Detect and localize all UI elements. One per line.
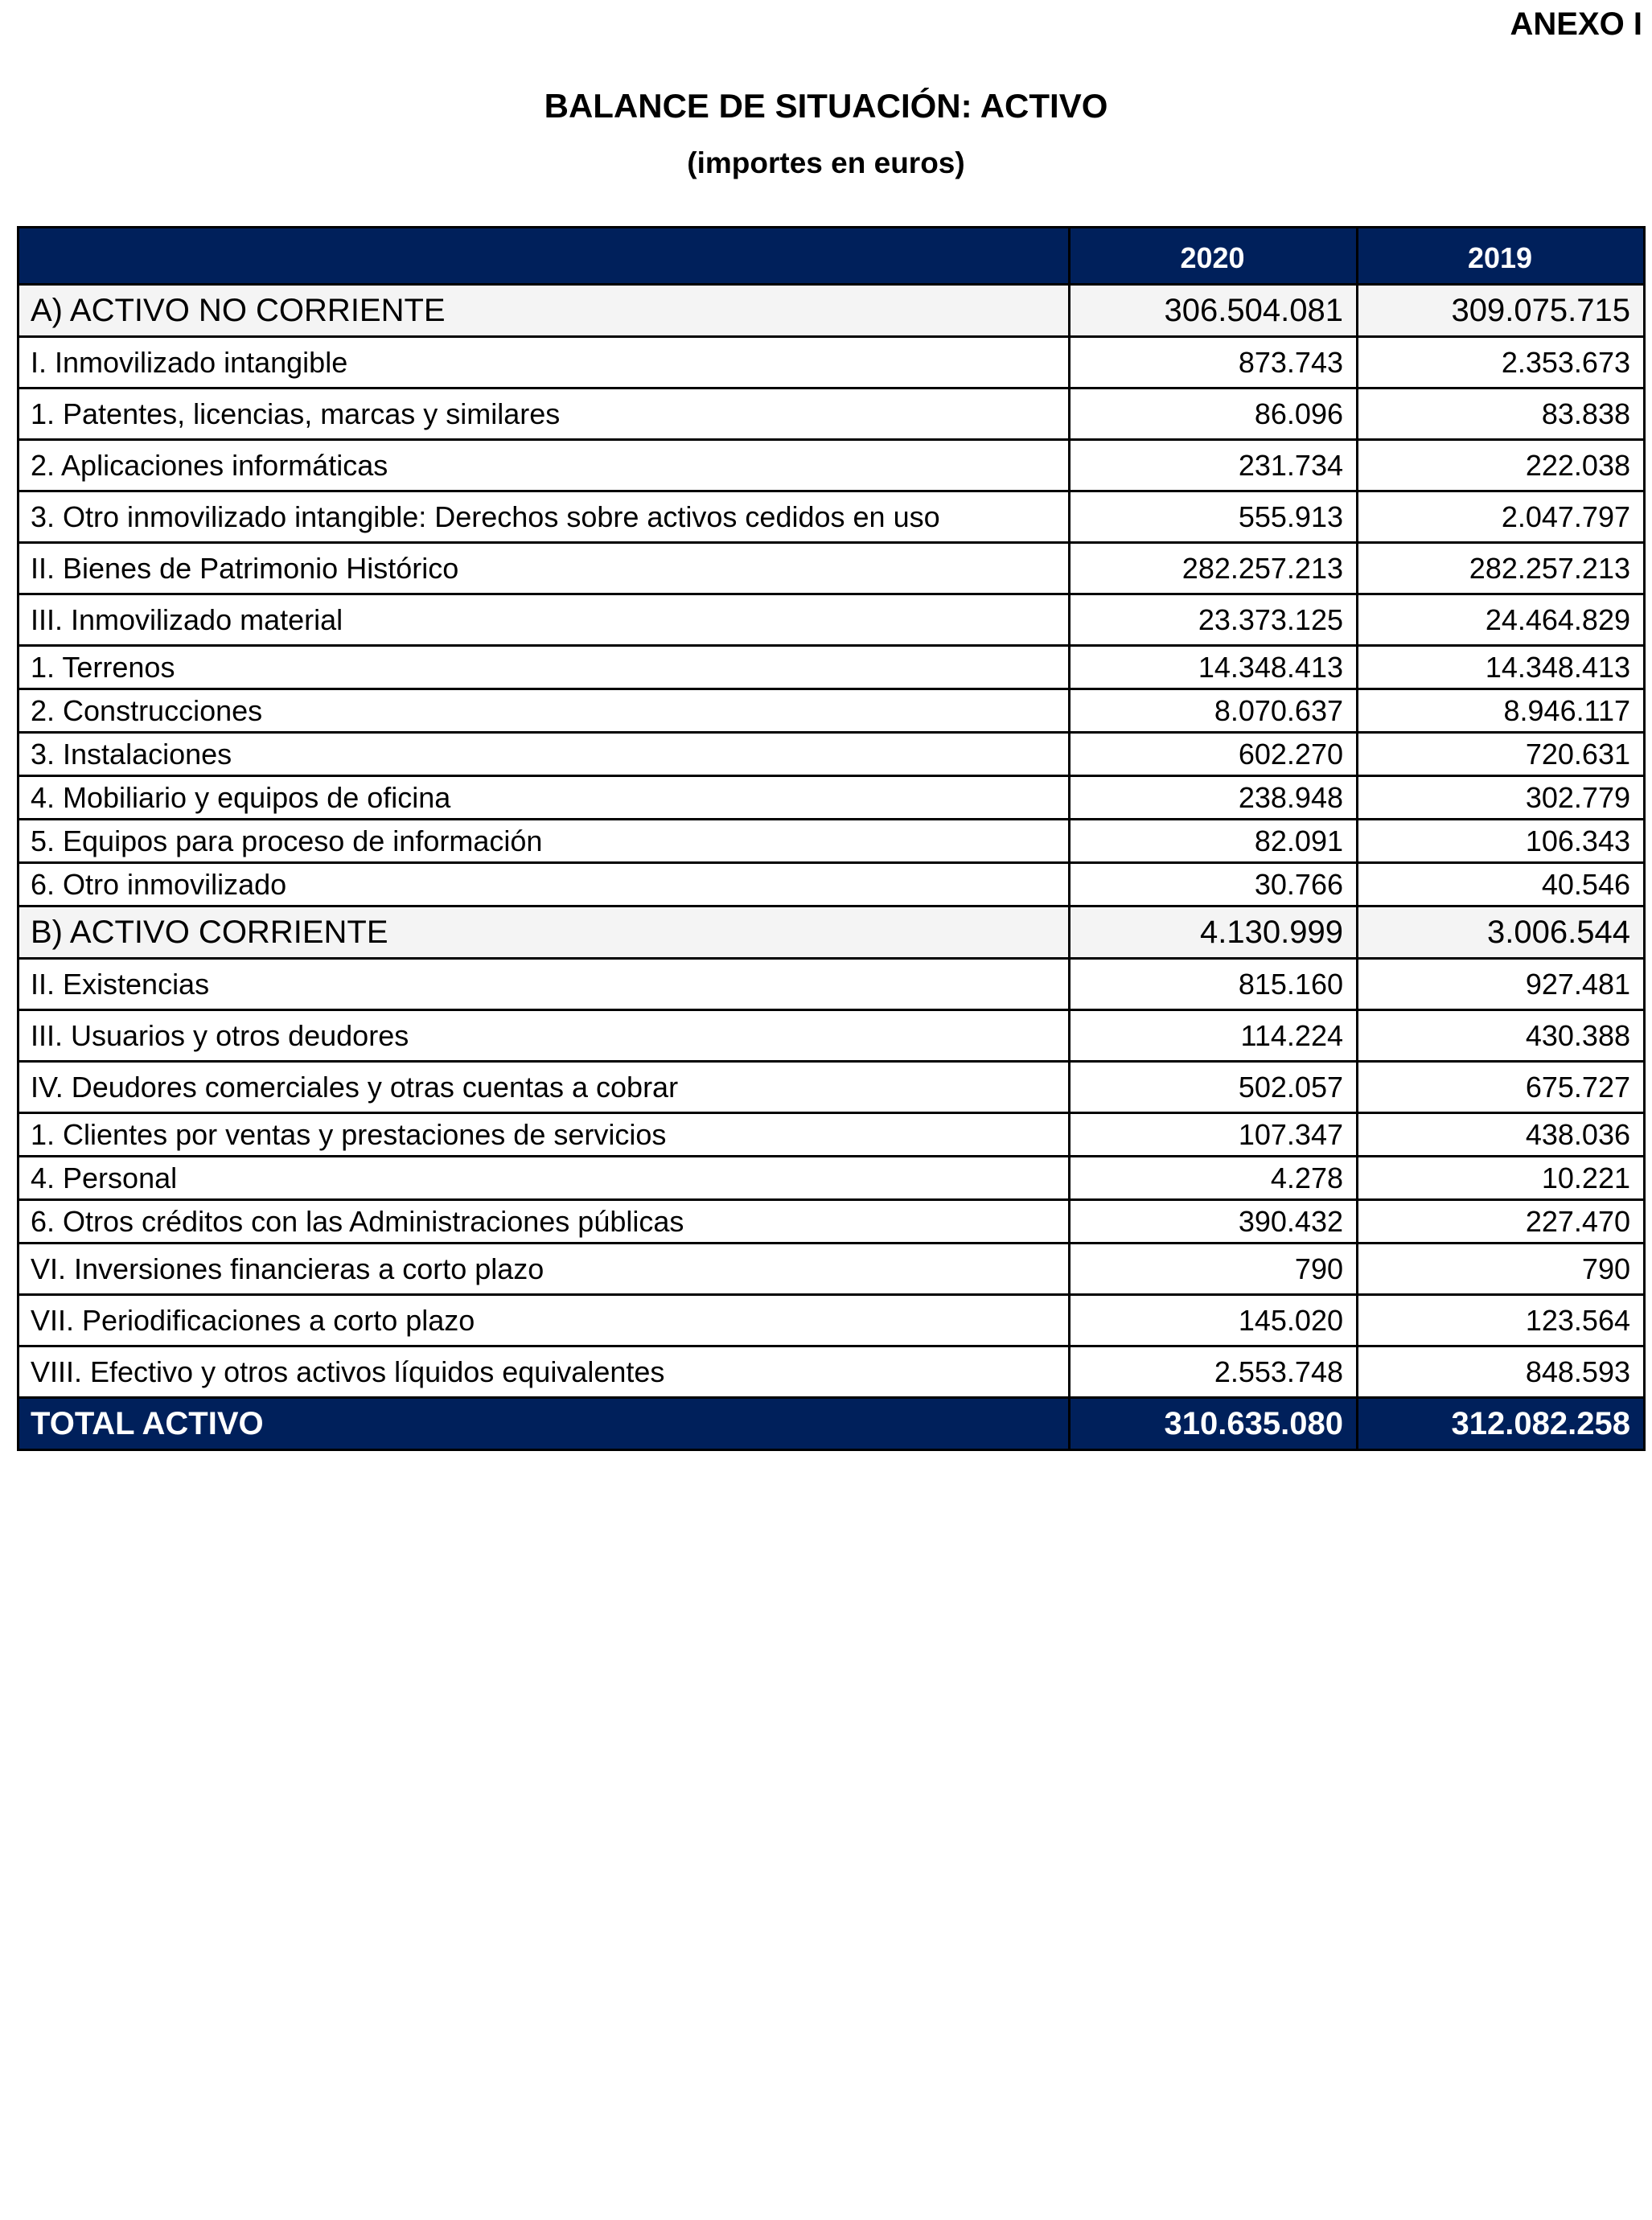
table-header-row bbox=[18, 228, 1645, 285]
table-row bbox=[18, 1295, 1645, 1346]
value-2019: 675.727 bbox=[1358, 1062, 1645, 1113]
table-body bbox=[18, 285, 1645, 1398]
table-row bbox=[18, 440, 1645, 491]
value-2019: 10.221 bbox=[1358, 1157, 1645, 1200]
value-2020: 602.270 bbox=[1070, 733, 1358, 776]
value-2020: 502.057 bbox=[1070, 1062, 1358, 1113]
row-label: VII. Periodificaciones a corto plazo bbox=[18, 1295, 1070, 1346]
value-2020: 23.373.125 bbox=[1070, 594, 1358, 646]
row-label: 4. Personal bbox=[18, 1157, 1070, 1200]
value-2019: 222.038 bbox=[1358, 440, 1645, 491]
table-row bbox=[18, 1062, 1645, 1113]
annex-label: ANEXO I bbox=[1510, 6, 1642, 42]
row-label: II. Existencias bbox=[18, 959, 1070, 1010]
value-2020: 30.766 bbox=[1070, 863, 1358, 906]
value-2019: 302.779 bbox=[1358, 776, 1645, 820]
page-subtitle: (importes en euros) bbox=[687, 146, 965, 179]
value-2020: 790 bbox=[1070, 1244, 1358, 1295]
row-label: A) ACTIVO NO CORRIENTE bbox=[18, 285, 1070, 337]
row-label: 1. Clientes por ventas y prestaciones de servicios bbox=[18, 1113, 1070, 1157]
value-2019: 106.343 bbox=[1358, 820, 1645, 863]
page-title: BALANCE DE SITUACIÓN: ACTIVO bbox=[544, 87, 1108, 125]
row-label: 6. Otros créditos con las Administraciones públicas bbox=[18, 1200, 1070, 1244]
value-2019: 24.464.829 bbox=[1358, 594, 1645, 646]
value-2020: 14.348.413 bbox=[1070, 646, 1358, 689]
value-2019: 83.838 bbox=[1358, 388, 1645, 440]
table-row bbox=[18, 689, 1645, 733]
row-label: 3. Instalaciones bbox=[18, 733, 1070, 776]
row-label: III. Inmovilizado material bbox=[18, 594, 1070, 646]
value-2019: 40.546 bbox=[1358, 863, 1645, 906]
value-2020: 306.504.081 bbox=[1070, 285, 1358, 337]
value-2020: 231.734 bbox=[1070, 440, 1358, 491]
value-2019: 8.946.117 bbox=[1358, 689, 1645, 733]
value-2019: 3.006.544 bbox=[1358, 906, 1645, 959]
table-row bbox=[18, 1346, 1645, 1398]
value-2019: 309.075.715 bbox=[1358, 285, 1645, 337]
value-2020: 815.160 bbox=[1070, 959, 1358, 1010]
total-label: TOTAL ACTIVO bbox=[18, 1398, 1070, 1450]
table-row bbox=[18, 1157, 1645, 1200]
row-label: 1. Patentes, licencias, marcas y similares bbox=[18, 388, 1070, 440]
table-row bbox=[18, 733, 1645, 776]
table-row bbox=[18, 646, 1645, 689]
value-2020: 86.096 bbox=[1070, 388, 1358, 440]
value-2019: 123.564 bbox=[1358, 1295, 1645, 1346]
row-label: B) ACTIVO CORRIENTE bbox=[18, 906, 1070, 959]
total-row bbox=[18, 1398, 1645, 1450]
value-2020: 145.020 bbox=[1070, 1295, 1358, 1346]
table-row bbox=[18, 337, 1645, 388]
value-2020: 555.913 bbox=[1070, 491, 1358, 543]
value-2019: 2.047.797 bbox=[1358, 491, 1645, 543]
row-label: 1. Terrenos bbox=[18, 646, 1070, 689]
row-label: 5. Equipos para proceso de información bbox=[18, 820, 1070, 863]
value-2020: 390.432 bbox=[1070, 1200, 1358, 1244]
row-label: 3. Otro inmovilizado intangible: Derechos sobre activos cedidos en uso bbox=[18, 491, 1070, 543]
value-2019: 14.348.413 bbox=[1358, 646, 1645, 689]
header-2020: 2020 bbox=[1070, 228, 1358, 285]
table-row bbox=[18, 776, 1645, 820]
row-label: III. Usuarios y otros deudores bbox=[18, 1010, 1070, 1062]
row-label: II. Bienes de Patrimonio Histórico bbox=[18, 543, 1070, 594]
table-row bbox=[18, 543, 1645, 594]
value-2019: 227.470 bbox=[1358, 1200, 1645, 1244]
row-label: VI. Inversiones financieras a corto plazo bbox=[18, 1244, 1070, 1295]
value-2019: 927.481 bbox=[1358, 959, 1645, 1010]
row-label: 2. Construcciones bbox=[18, 689, 1070, 733]
value-2019: 282.257.213 bbox=[1358, 543, 1645, 594]
table-row bbox=[18, 863, 1645, 906]
table-row bbox=[18, 1113, 1645, 1157]
value-2020: 238.948 bbox=[1070, 776, 1358, 820]
table-row bbox=[18, 1010, 1645, 1062]
value-2020: 114.224 bbox=[1070, 1010, 1358, 1062]
value-2020: 107.347 bbox=[1070, 1113, 1358, 1157]
row-label: I. Inmovilizado intangible bbox=[18, 337, 1070, 388]
section-row bbox=[18, 285, 1645, 337]
value-2019: 720.631 bbox=[1358, 733, 1645, 776]
header-label-cell bbox=[18, 228, 1070, 285]
value-2019: 430.388 bbox=[1358, 1010, 1645, 1062]
table-row bbox=[18, 959, 1645, 1010]
table-row bbox=[18, 388, 1645, 440]
header-2019: 2019 bbox=[1358, 228, 1645, 285]
row-label: 2. Aplicaciones informáticas bbox=[18, 440, 1070, 491]
value-2019: 438.036 bbox=[1358, 1113, 1645, 1157]
value-2019: 848.593 bbox=[1358, 1346, 1645, 1398]
balance-table bbox=[17, 226, 1646, 1451]
row-label: IV. Deudores comerciales y otras cuentas a cobrar bbox=[18, 1062, 1070, 1113]
table-row bbox=[18, 820, 1645, 863]
value-2019: 2.353.673 bbox=[1358, 337, 1645, 388]
table-row bbox=[18, 1244, 1645, 1295]
value-2020: 8.070.637 bbox=[1070, 689, 1358, 733]
value-2020: 282.257.213 bbox=[1070, 543, 1358, 594]
row-label: 6. Otro inmovilizado bbox=[18, 863, 1070, 906]
total-2019: 312.082.258 bbox=[1358, 1398, 1645, 1450]
table-row bbox=[18, 594, 1645, 646]
section-row bbox=[18, 906, 1645, 959]
row-label: 4. Mobiliario y equipos de oficina bbox=[18, 776, 1070, 820]
value-2020: 2.553.748 bbox=[1070, 1346, 1358, 1398]
value-2020: 4.130.999 bbox=[1070, 906, 1358, 959]
table-row bbox=[18, 491, 1645, 543]
row-label: VIII. Efectivo y otros activos líquidos equivalentes bbox=[18, 1346, 1070, 1398]
total-2020: 310.635.080 bbox=[1070, 1398, 1358, 1450]
value-2020: 873.743 bbox=[1070, 337, 1358, 388]
table-row bbox=[18, 1200, 1645, 1244]
value-2020: 82.091 bbox=[1070, 820, 1358, 863]
value-2020: 4.278 bbox=[1070, 1157, 1358, 1200]
value-2019: 790 bbox=[1358, 1244, 1645, 1295]
